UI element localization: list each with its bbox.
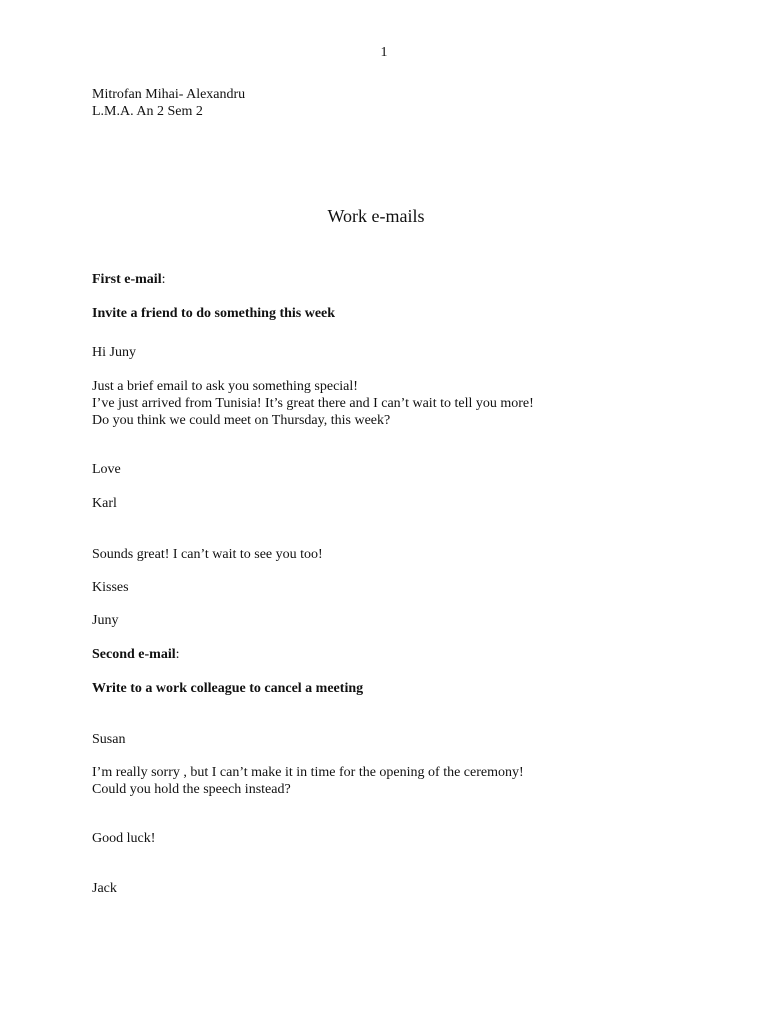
second-email-heading (92, 646, 180, 663)
second-email-body-line: I’m really sorry , but I can’t make it in time for the opening of the ceremony! (92, 765, 524, 780)
second-email-task: Write to a work colleague to cancel a meeting (92, 681, 364, 696)
second-email-body (92, 764, 524, 798)
first-email-body (92, 378, 534, 429)
first-email-reply-signature: Juny (92, 613, 119, 628)
author-name: Mitrofan Mihai- Alexandru (92, 87, 246, 102)
first-email-closing: Love (92, 462, 121, 477)
first-email-body-line: I’ve just arrived from Tunisia! It’s great there and I can’t wait to tell you more! (92, 396, 534, 411)
first-email-signature: Karl (92, 496, 117, 511)
first-email-heading (92, 271, 165, 288)
author-class: L.M.A. An 2 Sem 2 (92, 104, 203, 119)
second-email-greeting: Susan (92, 732, 126, 747)
second-email-heading-colon: : (175, 647, 180, 662)
first-email-reply-closing: Kisses (92, 580, 129, 595)
page-number: 1 (380, 45, 388, 60)
second-email-heading-text: Second e-mail (92, 647, 176, 662)
first-email-body-line: Do you think we could meet on Thursday, this week? (92, 413, 391, 428)
second-email-closing: Good luck! (92, 831, 156, 846)
first-email-body-line: Just a brief email to ask you something special! (92, 379, 358, 394)
first-email-heading-text: First e-mail (92, 272, 162, 287)
second-email-body-line: Could you hold the speech instead? (92, 782, 291, 797)
first-email-heading-colon: : (161, 272, 166, 287)
first-email-task: Invite a friend to do something this week (92, 306, 336, 321)
document-title: Work e-mails (327, 206, 425, 226)
first-email-reply: Sounds great! I can’t wait to see you too! (92, 547, 323, 562)
first-email-greeting: Hi Juny (92, 345, 136, 360)
second-email-signature: Jack (92, 881, 117, 896)
